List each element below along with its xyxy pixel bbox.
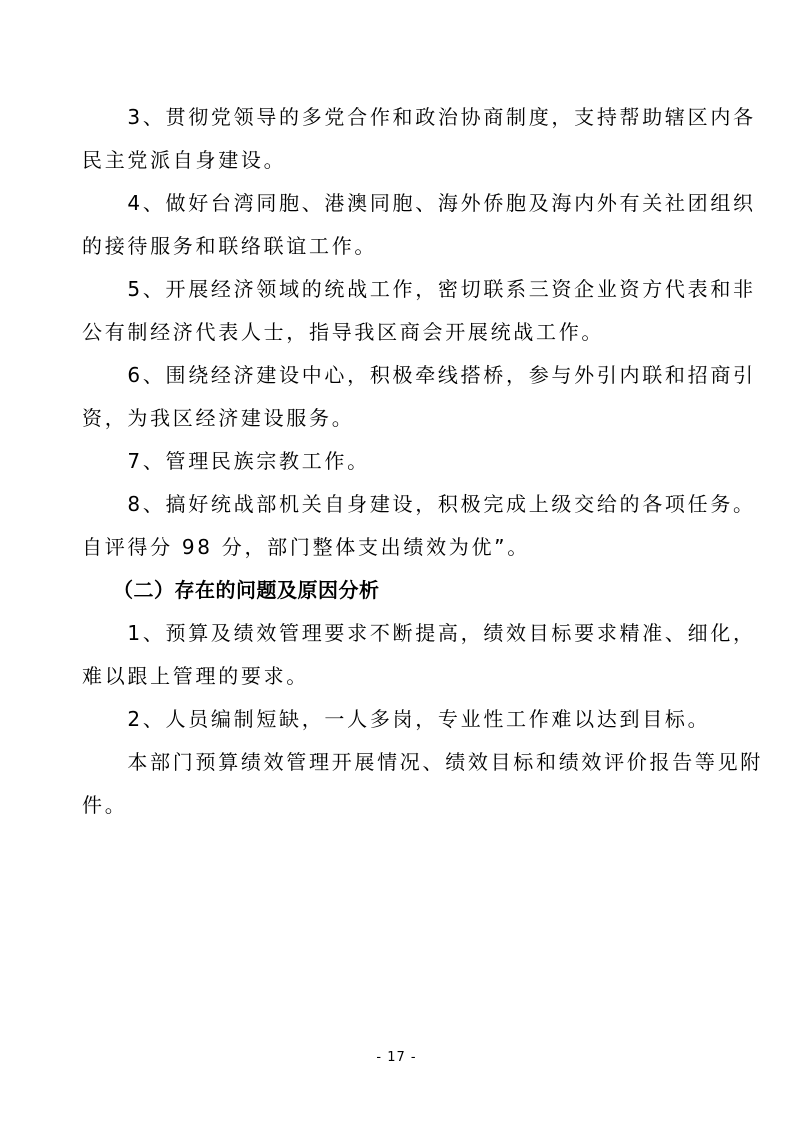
body-line: 本部门预算绩效管理开展情况、绩效目标和绩效评价报告等见附 — [82, 750, 763, 774]
body-line: 2、人员编制短缺，一人多岗，专业性工作难以达到目标。 — [82, 707, 711, 731]
body-line: 民主党派自身建设。 — [82, 148, 287, 172]
body-line: 公有制经济代表人士，指导我区商会开展统战工作。 — [82, 320, 605, 344]
body-line: 7、管理民族宗教工作。 — [82, 449, 370, 473]
body-line: 6、围绕经济建设中心，积极牵线搭桥，参与外引内联和招商引 — [82, 363, 756, 387]
section-heading: （二）存在的问题及原因分析 — [82, 578, 380, 602]
page-number: - 17 - — [376, 1050, 417, 1065]
body-line: 资，为我区经济建设服务。 — [82, 406, 355, 430]
body-line: 4、做好台湾同胞、港澳同胞、海外侨胞及海内外有关社团组织 — [82, 191, 756, 215]
body-line: 8、搞好统战部机关自身建设，积极完成上级交给的各项任务。 — [82, 492, 756, 516]
body-line: 3、贯彻党领导的多党合作和政治协商制度，支持帮助辖区内各 — [82, 105, 756, 129]
body-line: 件。 — [82, 793, 128, 817]
body-line: 1、预算及绩效管理要求不断提高，绩效目标要求精准、细化， — [82, 621, 756, 645]
body-line: 5、开展经济领域的统战工作，密切联系三资企业资方代表和非 — [82, 277, 756, 301]
body-line: 的接待服务和联络联谊工作。 — [82, 234, 378, 258]
body-line: 难以跟上管理的要求。 — [82, 664, 309, 688]
body-line: 自评得分 98 分，部门整体支出绩效为优”。 — [82, 535, 530, 559]
